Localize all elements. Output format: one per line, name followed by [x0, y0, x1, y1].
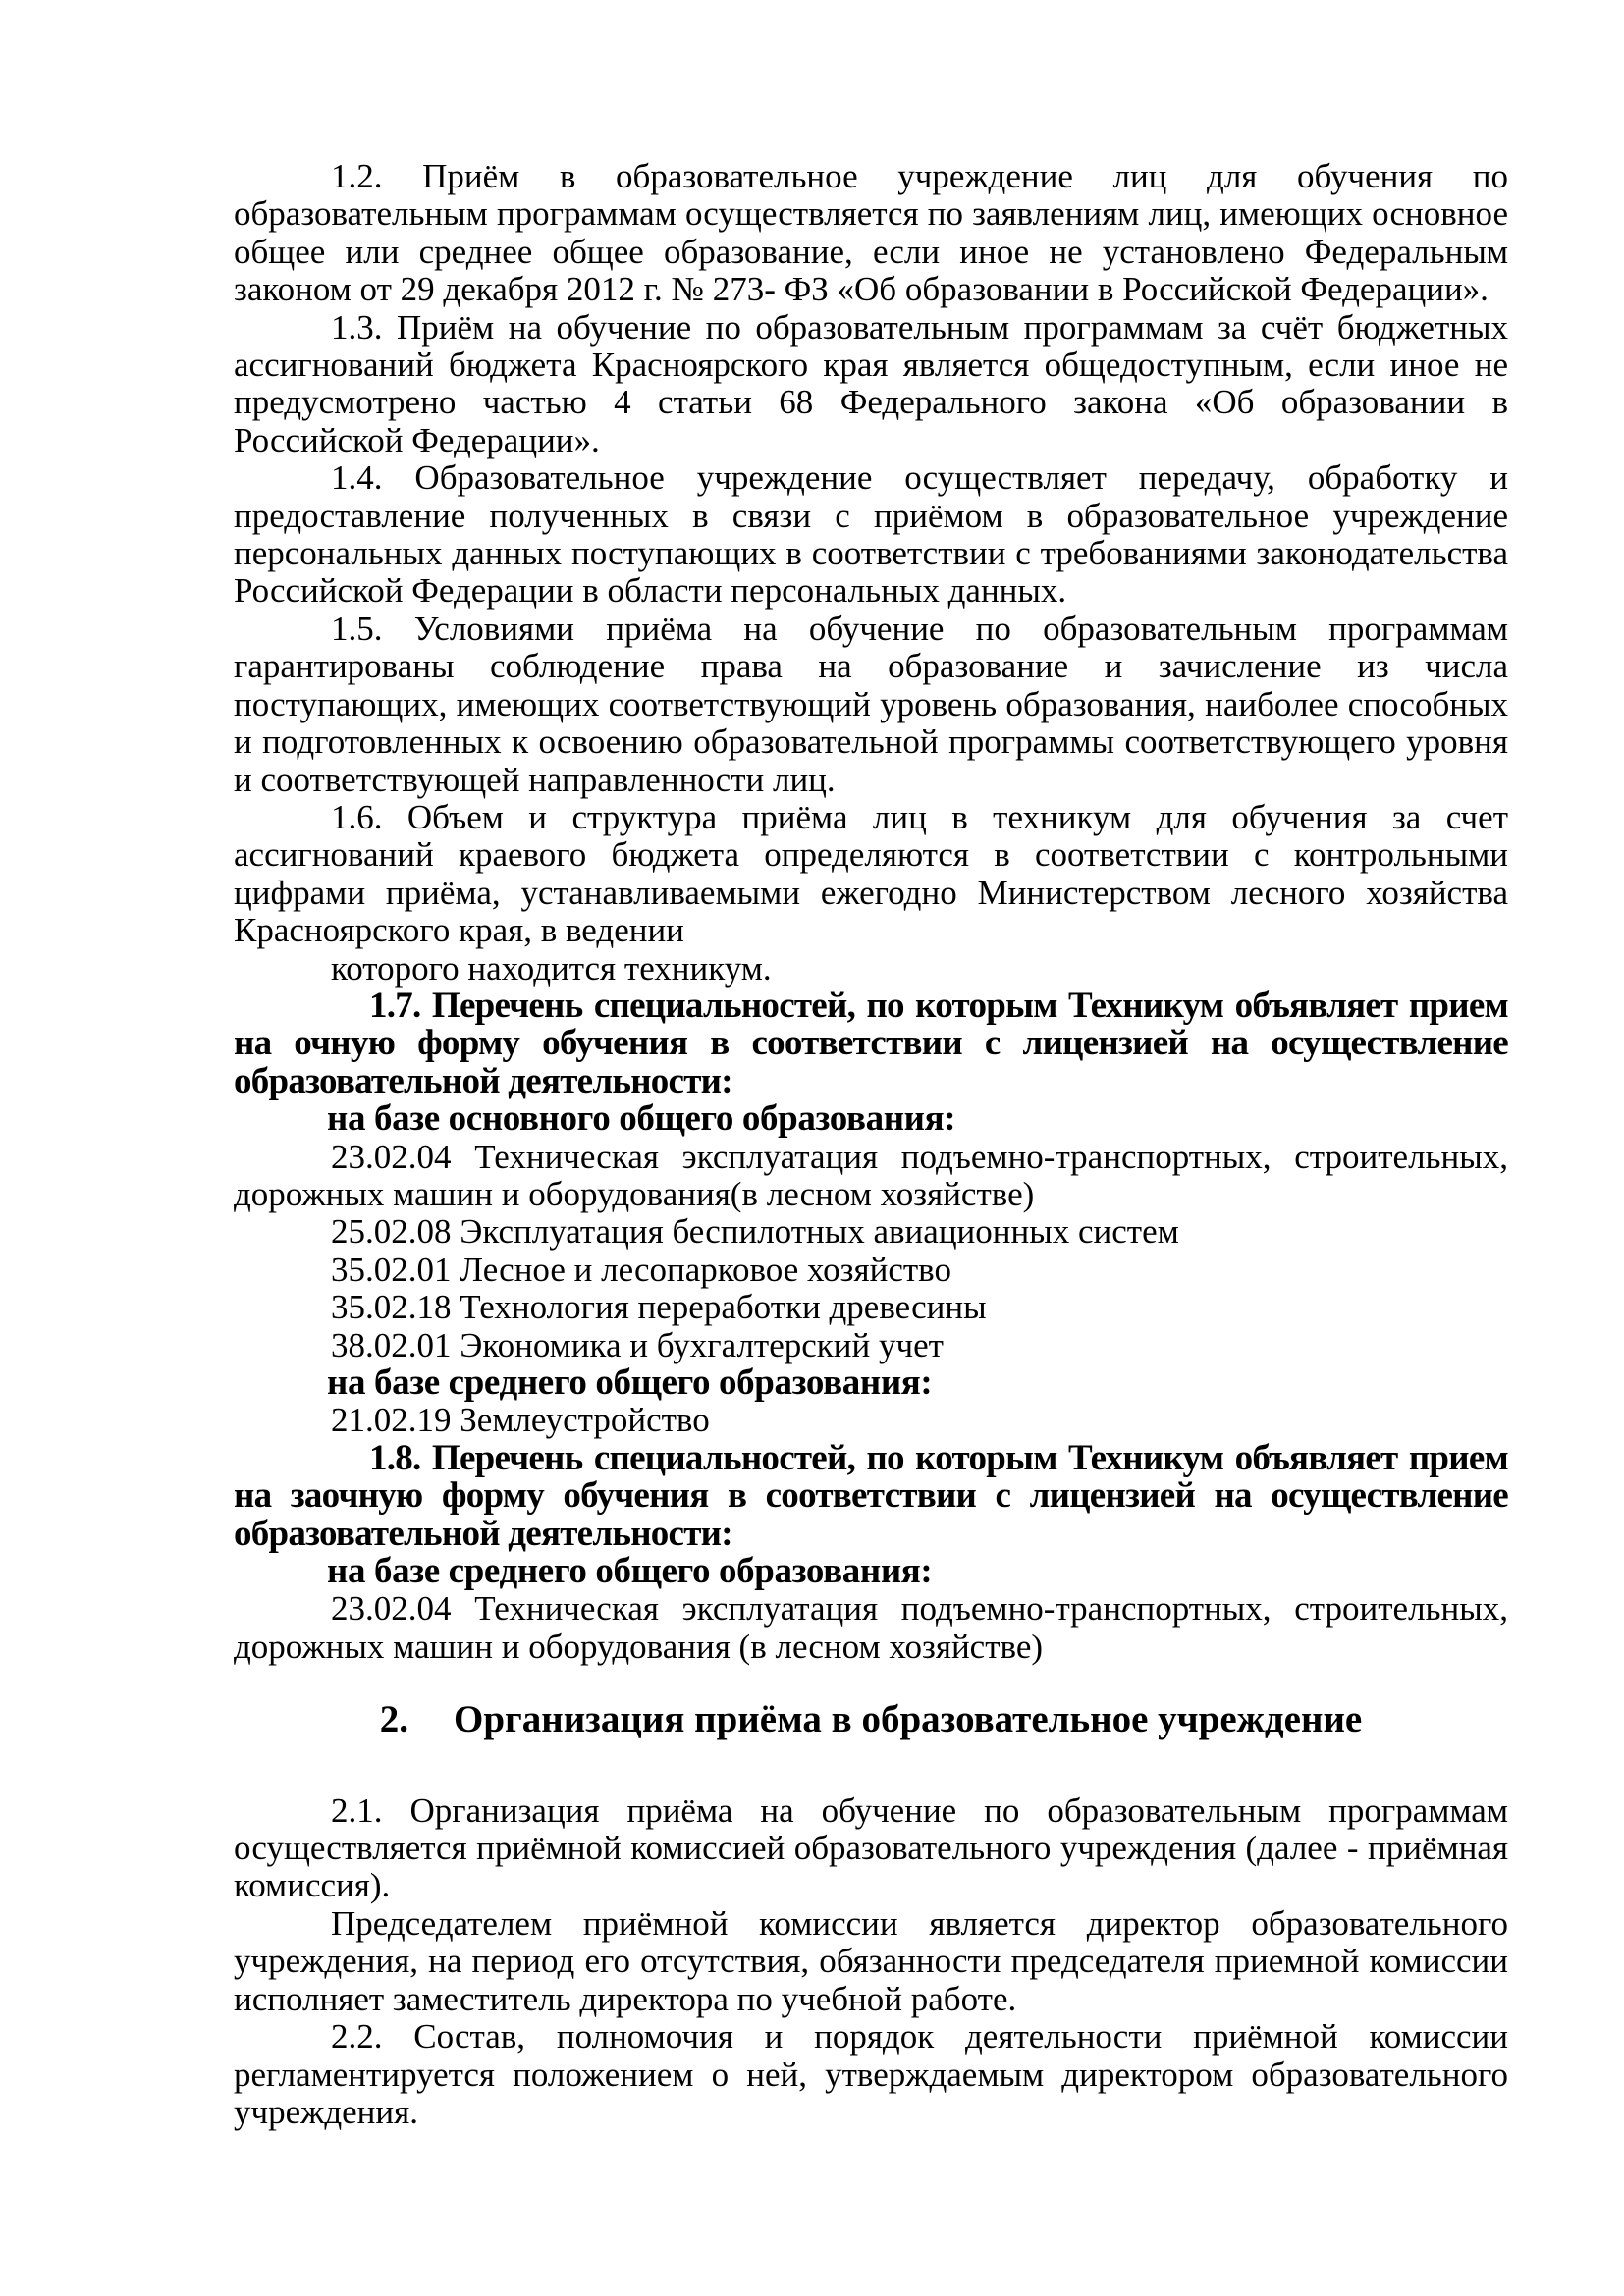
- paragraph: 1.3. Приём на обучение по образовательным программам за счёт бюджетных ассигнований бюджета Красноярского края является общедоступным, если иное не предусмотрено частью 4 статьи 68 Федерального закона «Об образовании в Российской Федерации».: [234, 307, 1508, 459]
- document-body: [234, 158, 1508, 2131]
- paragraph: 2.2. Состав, полномочия и порядок деятельности приёмной комиссии регламентируется положением о ней, утверждаемым директором образовательного учреждения.: [234, 2017, 1508, 2131]
- paragraph: 23.02.04 Техническая эксплуатация подъемно-транспортных, строительных, дорожных машин и оборудования (в лесном хозяйстве): [234, 1589, 1508, 1666]
- section-heading-number: 2.: [379, 1698, 408, 1741]
- paragraph: 1.2. Приём в образовательное учреждение лиц для обучения по образовательным программам осуществляется по заявлениям лиц, имеющих основное общее или среднее общее образование, если иное не установлено Федеральным законом от 29 декабря 2012 г. № 273- ФЗ «Об образовании в Российской Федерации».: [234, 157, 1508, 309]
- bold-paragraph: 1.7. Перечень специальностей, по которым Техникум объявляет прием на очную форму обучения в соответствии с лицензией на осуществление образовательной деятельности:: [234, 985, 1508, 1101]
- paragraph: 25.02.08 Эксплуатация беспилотных авиационных систем: [331, 1212, 1179, 1252]
- paragraph: 35.02.01 Лесное и лесопарковое хозяйство: [331, 1250, 951, 1289]
- bold-subheading: на базе среднего общего образования:: [327, 1551, 933, 1592]
- paragraph: которого находится техникум.: [331, 948, 772, 988]
- paragraph: 1.5. Условиями приёма на обучение по образовательным программам гарантированы соблюдение права на образование и зачисление из числа поступающих, имеющих соответствующий уровень образования, наиболее способных и подготовленных к освоению образовательной программы соответствующего уровня и соответствующей направленности лиц.: [234, 609, 1508, 799]
- bold-subheading: на базе основного общего образования:: [327, 1098, 956, 1140]
- paragraph: 23.02.04 Техническая эксплуатация подъемно-транспортных, строительных, дорожных машин и оборудования(в лесном хозяйстве): [234, 1137, 1508, 1213]
- bold-paragraph: 1.8. Перечень специальностей, по которым Техникум объявляет прием на заочную форму обучения в соответствии с лицензией на осуществление образовательной деятельности:: [234, 1437, 1508, 1554]
- paragraph: 35.02.18 Технология переработки древесины: [331, 1288, 987, 1327]
- bold-subheading: на базе среднего общего образования:: [327, 1362, 933, 1403]
- section-heading: [234, 1698, 1508, 1741]
- paragraph: 21.02.19 Землеустройство: [331, 1401, 710, 1440]
- paragraph: 1.4. Образовательное учреждение осуществляет передачу, обработку и предоставление полученных в связи с приёмом в образовательное учреждение персональных данных поступающих в соответствии с требованиями законодательства Российской Федерации в области персональных данных.: [234, 458, 1508, 611]
- section-heading-title: Организация приёма в образовательное учреждение: [454, 1698, 1363, 1741]
- paragraph: 1.6. Объем и структура приёма лиц в техникум для обучения за счет ассигнований краевого бюджета определяются в соответствии с контрольными цифрами приёма, устанавливаемыми ежегодно Министерством лесного хозяйства Красноярского края, в ведении: [234, 797, 1508, 950]
- paragraph: 38.02.01 Экономика и бухгалтерский учет: [331, 1325, 944, 1364]
- paragraph: 2.1. Организация приёма на обучение по образовательным программам осуществляется приёмной комиссией образовательного учреждения (далее - приёмная комиссия).: [234, 1790, 1508, 1905]
- paragraph: Председателем приёмной комиссии является директор образовательного учреждения, на период его отсутствия, обязанности председателя приемной комиссии исполняет заместитель директора по учебной работе.: [234, 1903, 1508, 2018]
